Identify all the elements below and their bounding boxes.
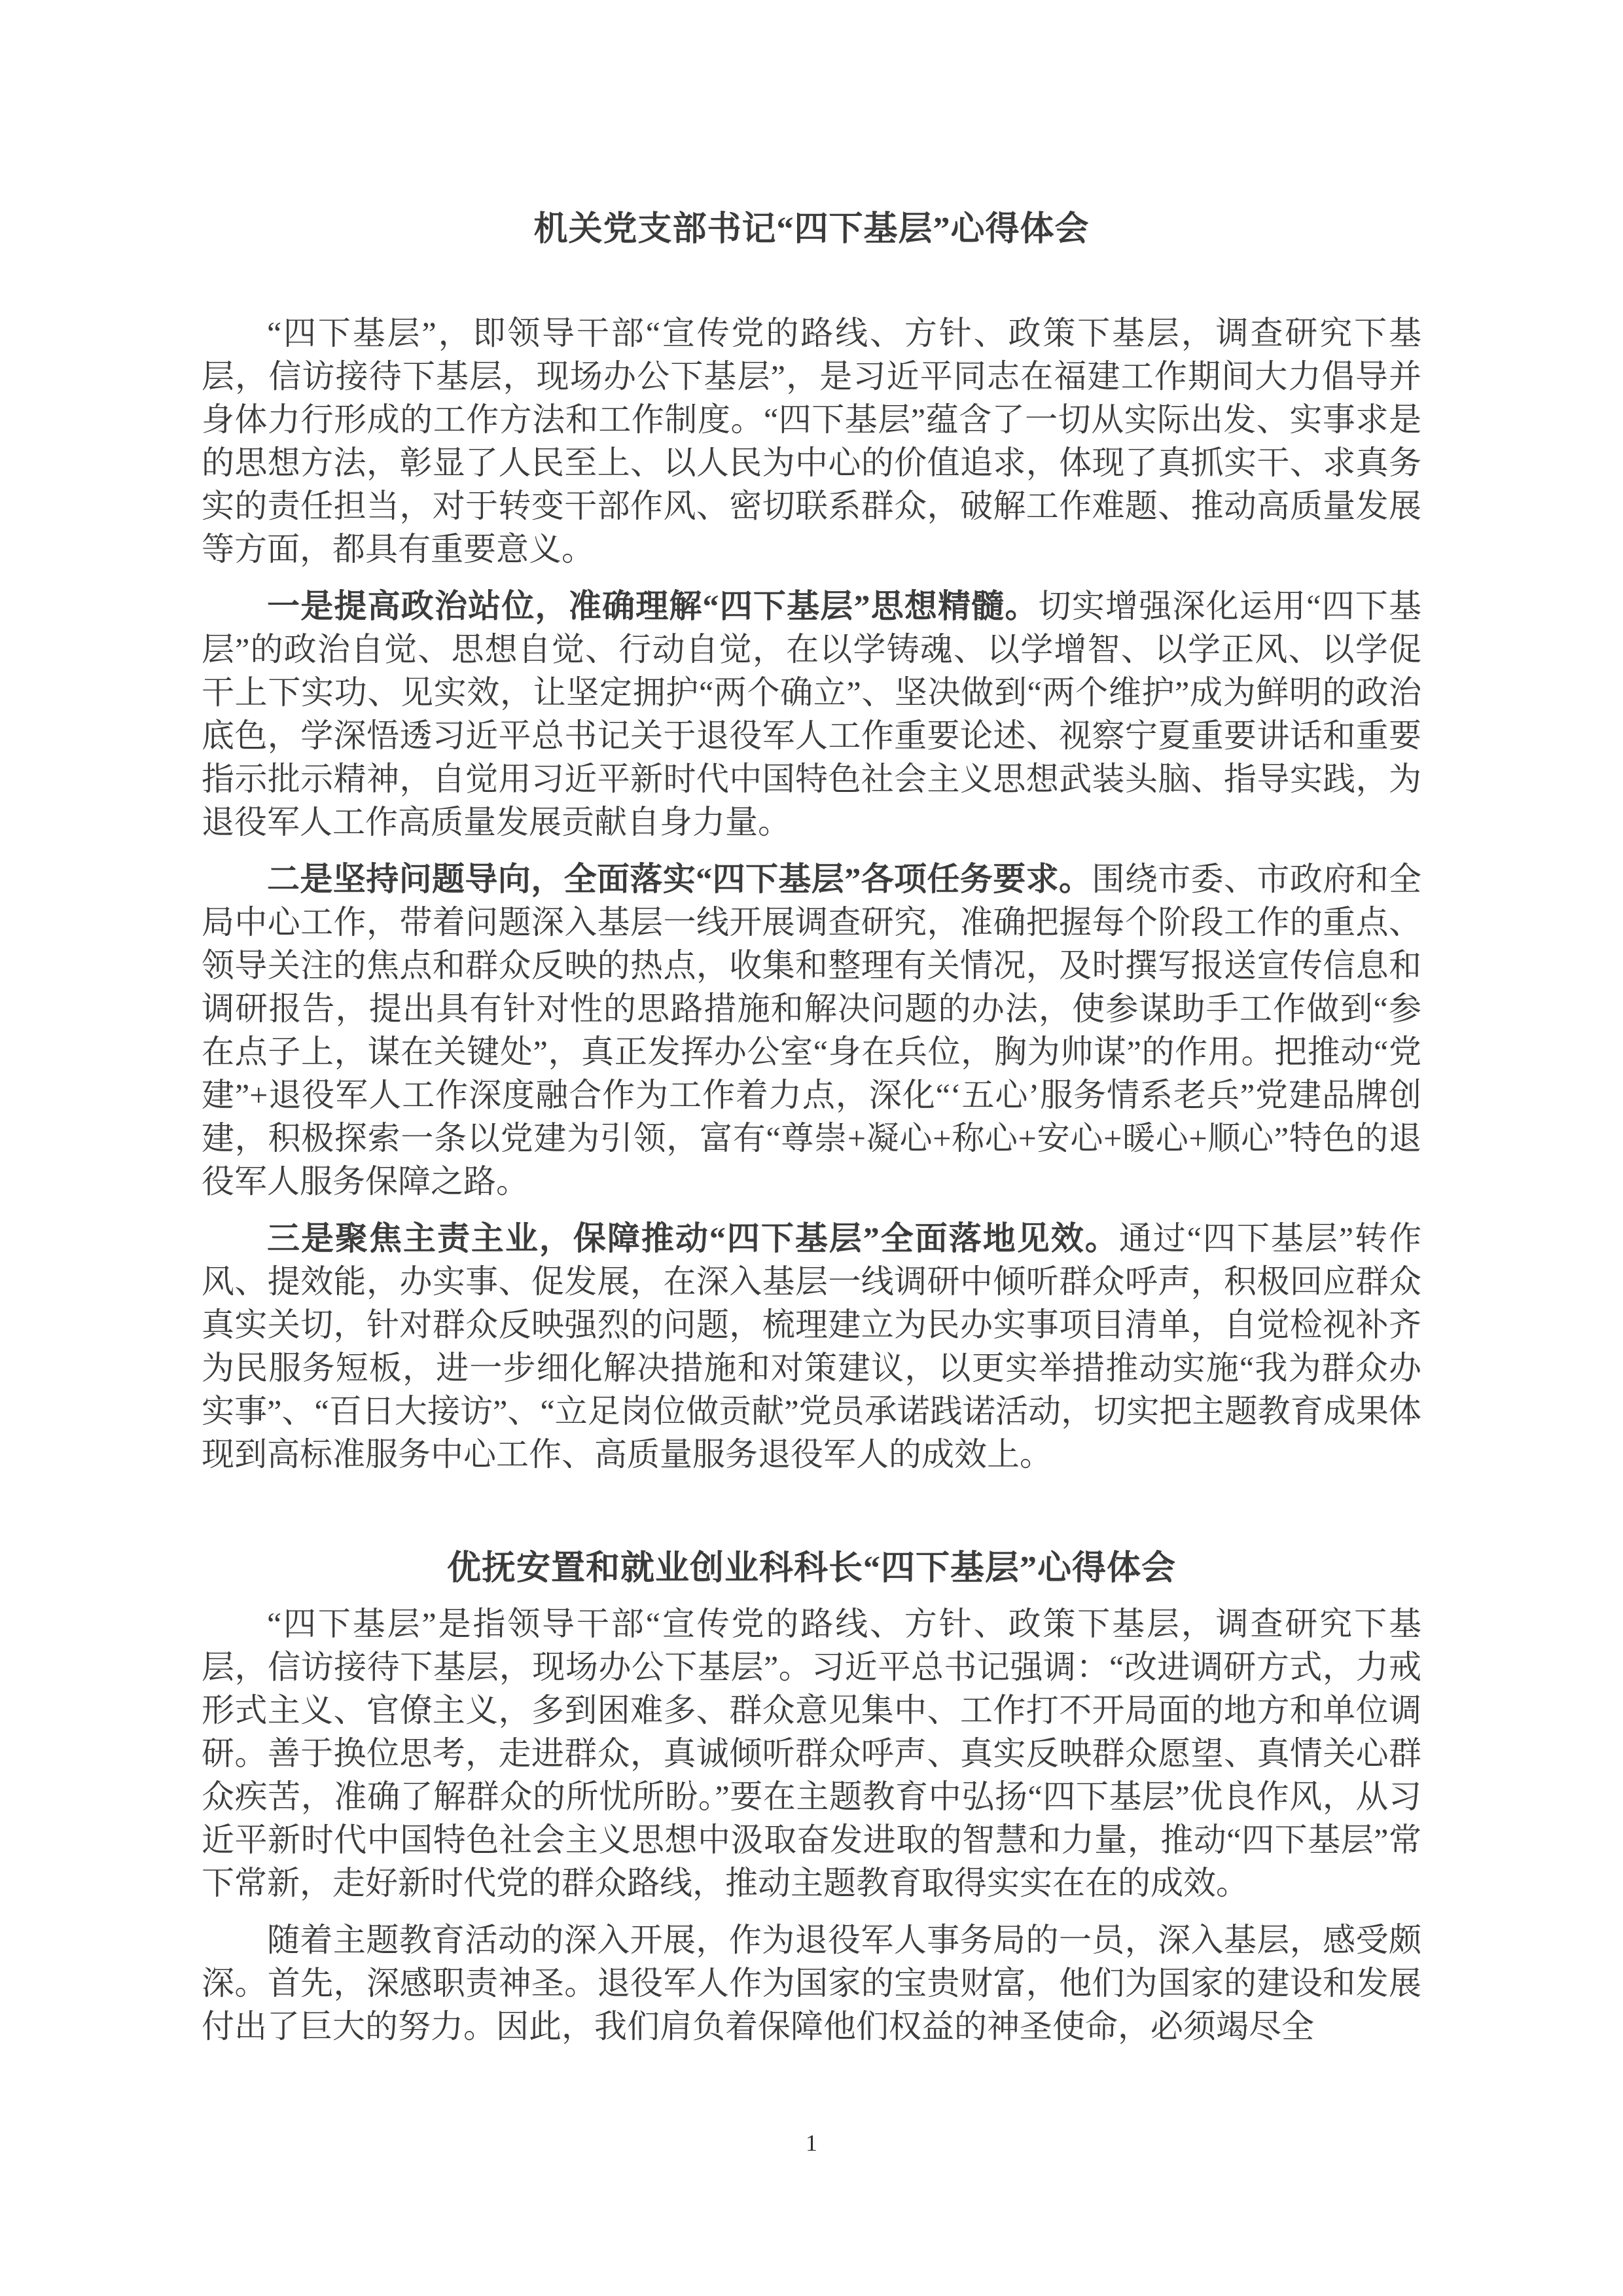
paragraph-text: 切实增强深化运用“四下基层”的政治自觉、思想自觉、行动自觉，在以学铸魂、以学增智、以学正风、以学促干上下实功、见实效，让坚定拥护“两个确立”、坚决做到“两个维护”成为鲜明的政治底色，学深悟透习近平总书记关于退役军人工作重要论述、视察宁夏重要讲话和重要指示批示精神，自觉用习近平新时代中国特色社会主义思想武装头脑、指导实践，为退役军人工作高质量发展贡献自身力量。 bbox=[202, 588, 1422, 840]
paragraph-lead: 三是聚焦主责主业，保障推动“四下基层”全面落地见效。 bbox=[267, 1220, 1119, 1257]
section2-title: 优抚安置和就业创业科科长“四下基层”心得体会 bbox=[446, 1550, 1176, 1587]
paragraph-text: 随着主题教育活动的深入开展，作为退役军人事务局的一员，深入基层，感受颇深。首先，深感职责神圣。退役军人作为国家的宝贵财富，他们为国家的建设和发展付出了巨大的努力。因此，我们肩负着保障他们权益的神圣使命，必须竭尽全 bbox=[202, 1922, 1421, 2045]
paragraph bbox=[202, 1918, 1421, 2048]
paragraph bbox=[202, 584, 1421, 844]
paragraph-text: “四下基层”，即领导干部“宣传党的路线、方针、政策下基层，调查研究下基层，信访接待下基层，现场办公下基层”，是习近平同志在福建工作期间大力倡导并身体力行形成的工作方法和工作制度。“四下基层”蕴含了一切从实际出发、实事求是的思想方法，彰显了人民至上、以人民为中心的价值追求，体现了真抓实干、求真务实的责任担当，对于转变干部作风、密切联系群众，破解工作难题、推动高质量发展等方面，都具有重要意义。 bbox=[202, 315, 1421, 567]
paragraph-lead: 一是提高政治站位，准确理解“四下基层”思想精髓。 bbox=[267, 588, 1039, 624]
paragraph bbox=[202, 857, 1421, 1203]
page-number: 1 bbox=[806, 2130, 817, 2156]
paragraph-text: 通过“四下基层”转作风、提效能，办实事、促发展，在深入基层一线调研中倾听群众呼声，积极回应群众真实关切，针对群众反映强烈的问题，梳理建立为民办实事项目清单，自觉检视补齐为民服务短板，进一步细化解决措施和对策建议，以更实举措推动实施“我为群众办实事”、“百日大接访”、“立足岗位做贡献”党员承诺践诺活动，切实把主题教育成果体现到高标准服务中心工作、高质量服务退役军人的成效上。 bbox=[202, 1220, 1422, 1473]
paragraph-lead: 二是坚持问题导向，全面落实“四下基层”各项任务要求。 bbox=[267, 861, 1092, 897]
paragraph bbox=[202, 1602, 1421, 1905]
paragraph bbox=[202, 1217, 1421, 1476]
paragraph bbox=[202, 312, 1421, 571]
paragraph-text: “四下基层”是指领导干部“宣传党的路线、方针、政策下基层，调查研究下基层，信访接待下基层，现场办公下基层”。习近平总书记强调：“改进调研方式，力戒形式主义、官僚主义，多到困难多、群众意见集中、工作打不开局面的地方和单位调研。善于换位思考，走进群众，真诚倾听群众呼声、真实反映群众愿望、真情关心群众疾苦，准确了解群众的所忧所盼。”要在主题教育中弘扬“四下基层”优良作风，从习近平新时代中国特色社会主义思想中汲取奋发进取的智慧和力量，推动“四下基层”常下常新，走好新时代党的群众路线，推动主题教育取得实实在在的成效。 bbox=[202, 1605, 1421, 1901]
section1-title: 机关党支部书记“四下基层”心得体会 bbox=[533, 211, 1090, 248]
paragraph-text: 围绕市委、市政府和全局中心工作，带着问题深入基层一线开展调查研究，准确把握每个阶段工作的重点、领导关注的焦点和群众反映的热点，收集和整理有关情况，及时撰写报送宣传信息和调研报告，提出具有针对性的思路措施和解决问题的办法，使参谋助手工作做到“参在点子上，谋在关键处”，真正发挥办公室“身在兵位，胸为帅谋”的作用。把推动“党建”+退役军人工作深度融合作为工作着力点，深化“‘五心’服务情系老兵”党建品牌创建，积极探索一条以党建为引领，富有“尊崇+凝心+称心+安心+暖心+顺心”特色的退役军人服务保障之路。 bbox=[202, 861, 1422, 1200]
